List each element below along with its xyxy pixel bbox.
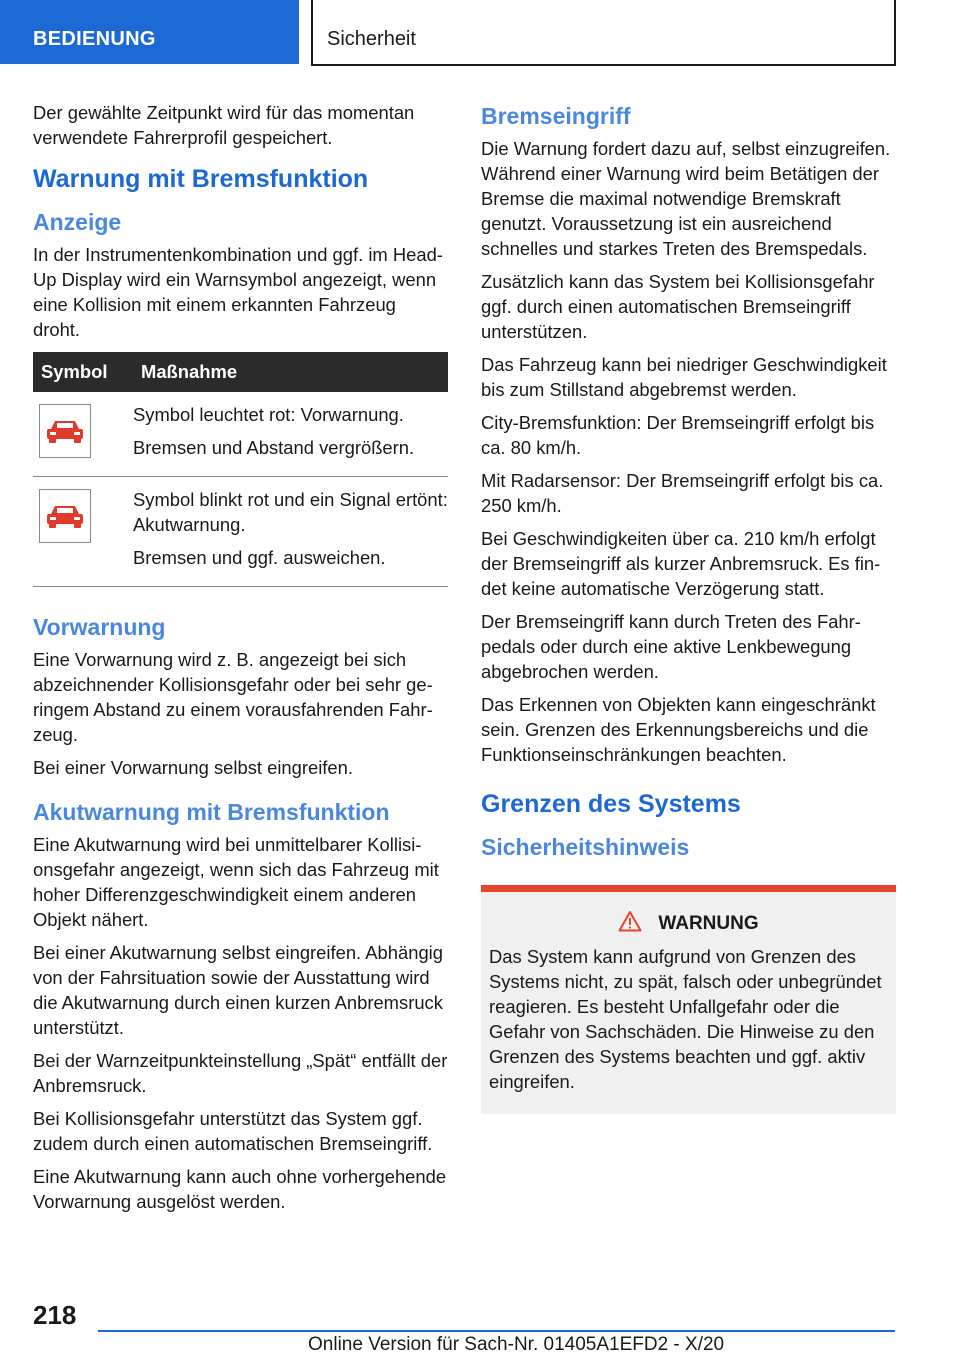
table-row [33,477,448,587]
brems-paragraph-8: Das Erkennen von Objekten kann eingeschränkt sein. Grenzen des Erkennungsbereichs und die Funktionseinschränkungen beachten. [481,694,876,765]
akut-paragraph-3: Bei der Warnzeitpunkteinstellung „Spät“ entfällt der Anbremsruck. [33,1050,448,1096]
brems-paragraph-1: Die Warnung fordert dazu auf, selbst einzugreifen. Während einer Warnung wird beim Betätigen der Bremse die maximal notwendige Bremskraft genutzt. Voraussetzung ist ein ausreichend schnelles und starkes Treten des Bremspedals. [481,138,891,259]
brems-paragraph-3: Das Fahrzeug kann bei niedriger Geschwindigkeit bis zum Stillstand abgebremst werden. [481,354,887,400]
brems-paragraph-2: Zusätzlich kann das System bei Kollisionsgefahr ggf. durch einen automatischen Bremseingriff unterstützen. [481,271,875,342]
footer-online-version: Online Version für Sach-Nr. 01405A1EFD2 - X/20 [308,1334,725,1355]
header-section-tab: BEDIENUNG [0,0,299,64]
akut-paragraph-5: Eine Akutwarnung kann auch ohne vorhergehende Vorwarnung ausgelöst werden. [33,1166,447,1212]
vorwarnung-paragraph-1: Eine Vorwarnung wird z. B. angezeigt bei sich abzeichnender Kollisionsgefahr oder bei sehr geringem Abstand zu einem vorausfahrenden Fahrzeug. [33,649,433,745]
warning-triangle-icon [618,910,642,938]
table-header-massnahme: Maßnahme [133,352,448,392]
table-row [33,392,448,477]
heading-vorwarnung: Vorwarnung [33,614,166,640]
right-column [481,100,896,1114]
car-warning-icon [39,404,91,458]
table-header-symbol: Symbol [33,352,133,392]
heading-grenzen-des-systems: Grenzen des Systems [481,790,741,818]
brems-paragraph-7: Der Bremseingriff kann durch Treten des Fahrpedals oder durch eine aktive Lenkbewegung abgebrochen werden. [481,611,861,682]
row-text-line2: Bremsen und ggf. ausweichen. [133,547,386,568]
car-warning-icon [39,489,91,543]
symbol-table [33,352,448,587]
akut-paragraph-2: Bei einer Akutwarnung selbst eingreifen. Abhängig von der Fahrsituation sowie der Ausstattung wird die Akutwarnung durch einen kurzen Anbremsruck unterstützt. [33,942,443,1038]
akut-paragraph-4: Bei Kollisionsgefahr unterstützt das System ggf. zudem durch einen automatischen Bremseingriff. [33,1108,433,1154]
heading-akutwarnung: Akutwarnung mit Bremsfunktion [33,799,390,825]
heading-bremseingriff: Bremseingriff [481,103,631,129]
heading-sicherheitshinweis: Sicherheitshinweis [481,834,690,860]
anzeige-paragraph: In der Instrumentenkombination und ggf. im Head-Up Display wird ein Warnsymbol angezeigt, wenn eine Kollision mit einem erkannten Fahrzeug droht. [33,244,443,340]
row-text-line1: Symbol blinkt rot und ein Signal ertönt: Akutwarnung. [133,489,448,535]
header-chapter-title: Sicherheit [311,0,896,66]
akut-paragraph-1: Eine Akutwarnung wird bei unmittelbarer Kollisionsgefahr angezeigt, wenn sich das Fahrzeug mit hoher Differenzgeschwindigkeit einem anderen Objekt nähert. [33,834,439,930]
warning-title: WARNUNG [658,913,759,934]
warning-text: Das System kann aufgrund von Grenzen des Systems nicht, zu spät, falsch oder unbegründet reagieren. Es besteht Unfallgefahr oder die Gefahr von Sachschäden. Die Hinweise zu den Grenzen des Systems beachten und ggf. aktiv eingreifen. [489,946,882,1092]
footer-divider [98,1330,895,1332]
brems-paragraph-6: Bei Geschwindigkeiten über ca. 210 km/h erfolgt der Bremseingriff als kurzer Anbremsruck. Es findet keine automatische Verzögerung statt. [481,528,881,599]
brems-paragraph-4: City-Bremsfunktion: Der Bremseingriff erfolgt bis ca. 80 km/h. [481,412,875,458]
warning-box [481,885,896,1114]
row-text-line2: Bremsen und Abstand vergrößern. [133,437,415,458]
row-text-line1: Symbol leuchtet rot: Vorwarnung. [133,404,404,425]
left-column [33,100,448,1222]
vorwarnung-paragraph-2: Bei einer Vorwarnung selbst eingreifen. [33,757,353,778]
page-number: 218 [33,1300,77,1330]
brems-paragraph-5: Mit Radarsensor: Der Bremseingriff erfolgt bis ca. 250 km/h. [481,470,884,516]
heading-anzeige: Anzeige [33,209,122,235]
intro-paragraph: Der gewählte Zeitpunkt wird für das momentan verwendete Fahrerprofil gespeichert. [33,102,415,148]
heading-warnung-mit-bremsfunktion: Warnung mit Bremsfunktion [33,165,369,193]
